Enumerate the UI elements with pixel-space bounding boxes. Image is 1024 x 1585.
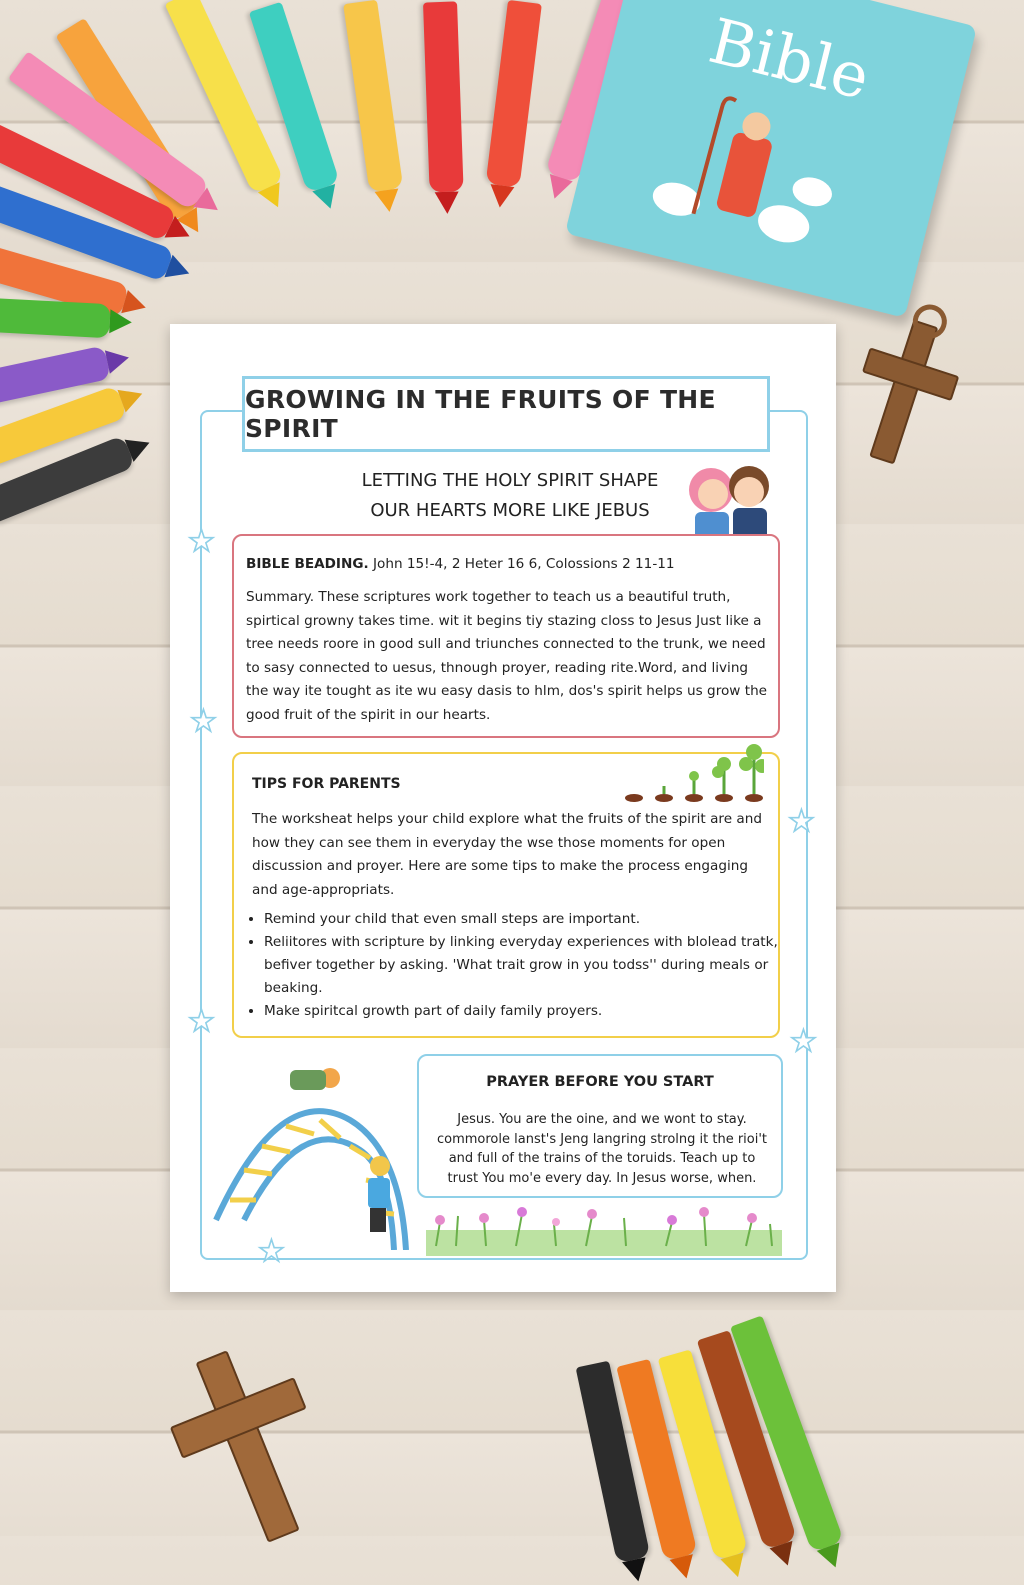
subtitle-line: OUR HEARTS MORE LIKE JEBUS — [370, 500, 650, 521]
subtitle — [330, 466, 690, 526]
crayon — [423, 1, 464, 192]
bible-book — [565, 0, 977, 318]
bible-reading-line — [246, 556, 675, 572]
title-banner — [242, 376, 770, 452]
wooden-cross-icon — [151, 1332, 339, 1548]
tips-list — [234, 908, 794, 1023]
list-item: • Make spiritcal growth part of daily family proyers. — [264, 1000, 794, 1023]
list-item: • Remind your child that even small steps are important. — [264, 908, 794, 931]
bible-reading-section — [232, 534, 780, 738]
crayon — [486, 0, 542, 188]
star-icon: ★ — [790, 1024, 817, 1059]
prayer-section — [417, 1054, 783, 1198]
star-icon: ★ — [188, 524, 215, 559]
wooden-cross-icon — [836, 290, 974, 479]
summary-text: Summary. These scriptures work together to teach us a beautiful truth, spirtical growny takes time. wit it begins tiy stazing closs to Jesus Just like a tree needs roore in good sull and triunches connected to the trunk, we need to sasy connected to uesus, thnough proyer, reading rite.Word, and living the way ite tought as ite wu easy dasis to hlm, dos's spirit helps us grow the good fruit of the spirit in our hearts. — [246, 589, 768, 723]
bible-reading-label: BIBLE BEADING. — [246, 556, 369, 572]
tips-heading: TIPS FOR PARENTS — [252, 776, 401, 792]
prayer-heading: PRAYER BEFORE YOU START — [486, 1074, 714, 1090]
crayon — [343, 0, 403, 193]
book-title: Bible — [702, 3, 877, 114]
star-icon: ★ — [188, 1004, 215, 1039]
bible-reading-refs: John 15!-4, 2 Heter 16 6, Colossions 2 11-11 — [373, 556, 675, 572]
worksheet — [170, 324, 836, 1292]
prayer-text: Jesus. You are the oine, and we wont to stay. commorole lanst's Jeng langring strolng it the rioi't and full of the trains of the toruids. Teach up to trust You mo'e every day. In Jesus worse, when. — [436, 1112, 768, 1186]
crayon — [0, 298, 111, 338]
subtitle-line: LETTING THE HOLY SPIRIT SHAPE — [361, 470, 659, 491]
flower-meadow-illustration — [426, 1196, 782, 1256]
star-icon: ★ — [788, 804, 815, 839]
list-item: • Reliitores with scripture by linking everyday experiences with blolead tratk, befiver together by asking. 'What trait grow in you todss'' during meals or beaking. — [264, 931, 794, 1000]
star-icon: ★ — [258, 1234, 285, 1269]
seedlings-illustration — [614, 742, 764, 806]
tips-intro: The worksheat helps your child explore what the fruits of the spirit are and how they can see them in everyday the wse those moments for open discussion and proyer. Here are some tips to make the process engaging and age-appropriats. — [252, 811, 762, 898]
star-icon: ★ — [190, 704, 217, 739]
playground-illustration — [210, 1050, 410, 1250]
tips-section — [232, 752, 780, 1038]
page-title: GROWING IN THE FRUITS OF THE SPIRIT — [245, 385, 716, 443]
